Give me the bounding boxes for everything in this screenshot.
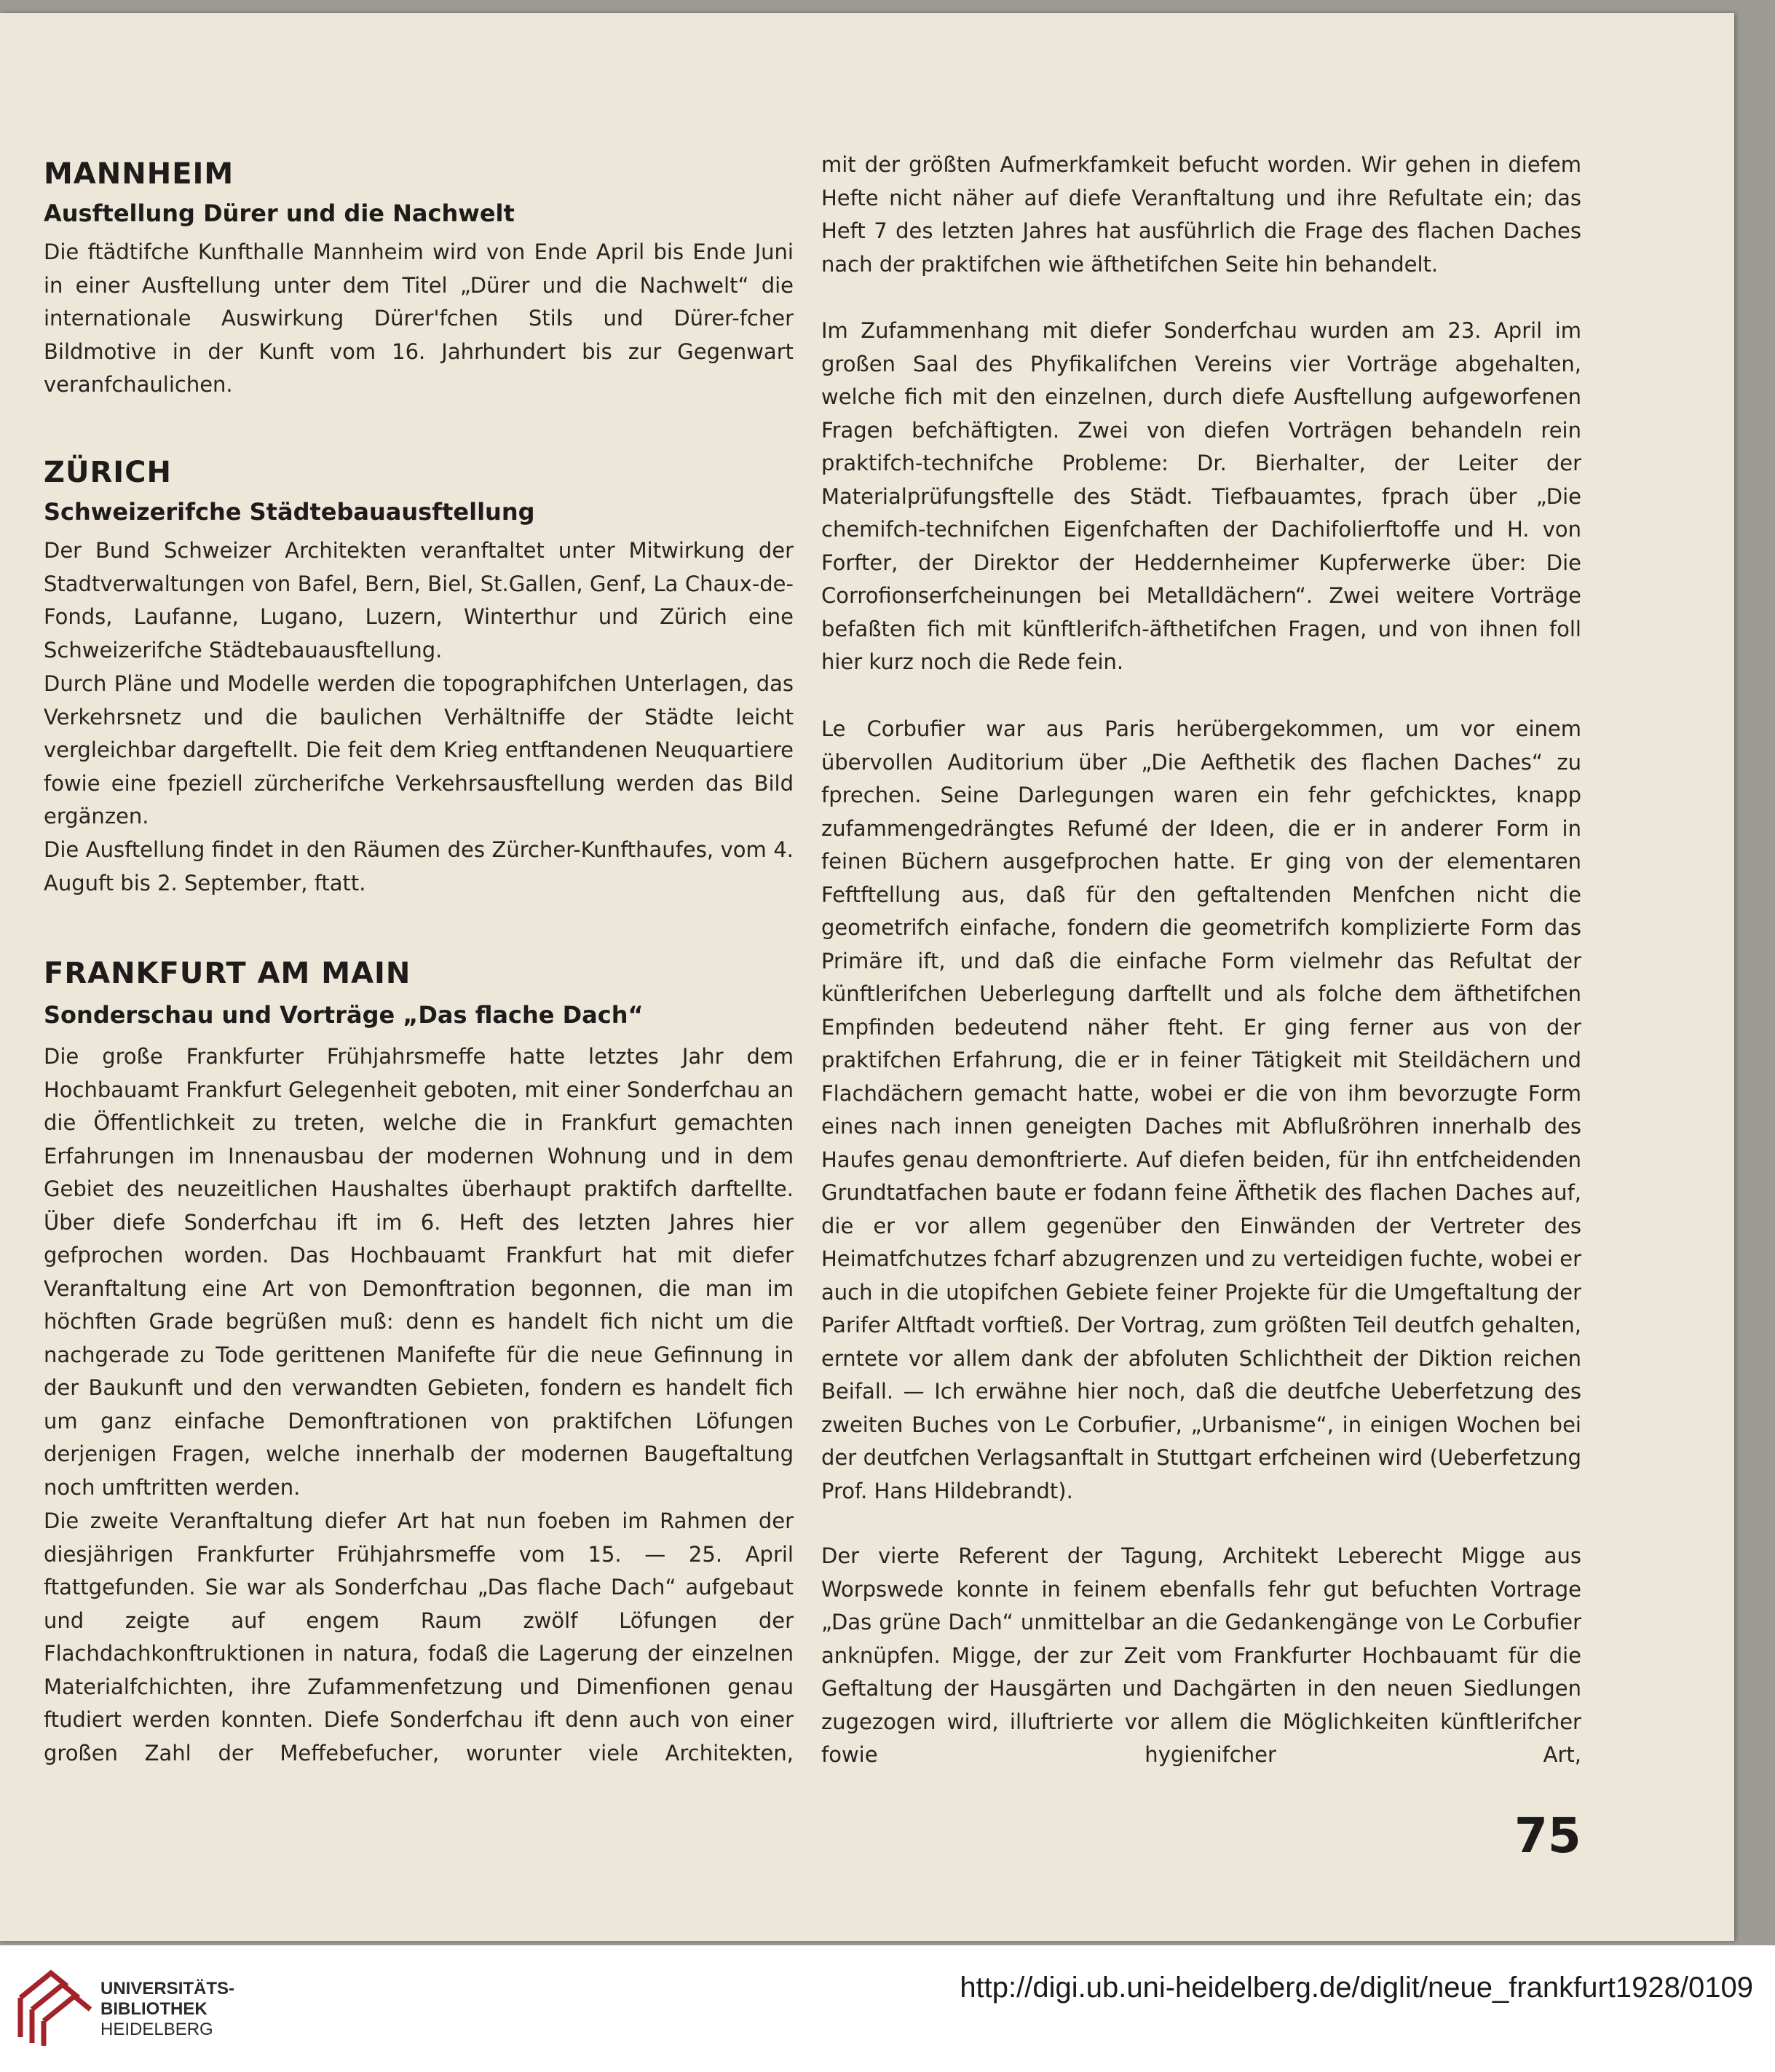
library-name-line-1: UNIVERSITÄTS- (100, 1979, 235, 1998)
section-subtitle-zurich: Schweizerifche Städtebauausftellung (44, 498, 535, 526)
footer-bar (0, 1945, 1775, 2072)
paragraph-right-1: mit der größten Aufmerkfamkeit befucht worden. Wir gehen in diefem Hefte nicht näher auf diefe Veranftaltung und ihre Refultate ein; das Heft 7 des letzten Jahres hat ausführlich die Frage des flachen Daches nach der praktifchen wie äfthetifchen Seite hin behandelt. (821, 152, 1581, 277)
library-name-line-2: BIBLIOTHEK (100, 1999, 207, 2019)
library-name (100, 1979, 234, 2040)
section-title-zurich: ZÜRICH (44, 456, 172, 489)
permalink-url[interactable]: http://digi.ub.uni-heidelberg.de/diglit/neue_frankfurt1928/0109 (960, 1972, 1753, 2004)
paragraph-zurich-1: Der Bund Schweizer Architekten veranftaltet unter Mitwirkung der Stadtverwaltungen von Bafel, Bern, Biel, St.Gallen, Genf, La Chaux-de-Fonds, Laufanne, Lugano, Luzern, Winterthur und Zürich eine Schweizerifche Städtebauausftellung. (44, 538, 794, 663)
paragraph-frankfurt-1: Die große Frankfurter Frühjahrsmeffe hatte letztes Jahr dem Hochbauamt Frankfurt Gelegenheit geboten, mit einer Sonderfchau an die Öffentlichkeit zu treten, welche die in Frankfurt gemachten Erfahrungen im Innenausbau der modernen Wohnung und in dem Gebiet des neuzeitlichen Haushaltes überhaupt praktifch darftellte. Über diefe Sonderfchau ift im 6. Heft des letzten Jahres hier gefprochen worden. Das Hochbauamt Frankfurt hat mit diefer Veranftaltung eine Art von Demonftration begonnen, die man im höchften Grade begrüßen muß: denn es handelt fich nicht um die nachgerade zu Tode gerittenen Manifefte für die neue Gefinnung in der Baukunft und den verwandten Gebieten, fondern es handelt fich um ganz einfache Demonftrationen von praktifchen Löfungen derjenigen Fragen, welche innerhalb der modernen Baugeftaltung noch umftritten werden. (44, 1044, 794, 1500)
paragraph-zurich-3: Die Ausftellung findet in den Räumen des Zürcher-Kunfthaufes, vom 4. Auguft bis 2. September, ftatt. (44, 837, 794, 895)
paragraph-zurich-2: Durch Pläne und Modelle werden die topographifchen Unterlagen, das Verkehrsnetz und die baulichen Verhältniffe der Städte leicht vergleichbar dargeftellt. Die feit dem Krieg entftandenen Neuquartiere fowie eine fpeziell zürcherifche Verkehrsausftellung werden das Bild ergänzen. (44, 671, 794, 829)
paragraph-frankfurt-2: Die zweite Veranftaltung diefer Art hat nun foeben im Rahmen der diesjährigen Frankfurter Frühjahrsmeffe vom 15. — 25. April ftattgefunden. Sie war als Sonderfchau „Das flache Dach“ aufgebaut und zeigte auf engem Raum zwölf Löfungen der Flachdachkonftruktionen in natura, fodaß die Lagerung der einzelnen Materialfchichten, ihre Zufammenfetzung und Dimenfionen genau ftudiert werden konnten. Diefe Sonderfchau ift denn auch von einer großen Zahl der Meffebefucher, worunter viele Architekten, (44, 1508, 794, 1765)
library-logo-icon[interactable] (16, 1967, 95, 2047)
paragraph-right-3: Le Corbufier war aus Paris herübergekommen, um vor einem übervollen Auditorium über „Die Aefthetik des flachen Daches“ zu fprechen. Seine Darlegungen waren ein fehr gefchicktes, knapp zufammengedrängtes Refumé der Ideen, die er in anderer Form in feinen Büchern ausgefprochen hatte. Er ging von der elementaren Feftftellung aus, daß für den geftaltenden Menfchen nicht die geometrifch einfache, fondern die geometrifch komplizierte Form das Primäre ift, und daß die einfache Form vielmehr das Refultat der künftlerifchen Ueberlegung darftellt und als folche dem äfthetifchen Empfinden bedeutend näher fteht. Er ging ferner aus von der praktifchen Erfahrung, die er in feiner Tätigkeit mit Steildächern und Flachdächern gemacht hatte, wobei er die von ihm bevorzugte Form eines nach innen geneigten Daches mit Abflußröhren innerhalb des Haufes genau demonftrierte. Auf diefen beiden, für ihn entfcheidenden Grundtatfachen baute er fodann feine Äfthetik des flachen Daches auf, die er vor allem gegenüber den Einwänden der Vertreter des Heimatfchutzes fcharf abzugrenzen und zu verteidigen fuchte, wobei er auch in die utopifchen Gebiete feiner Projekte für die Umgeftaltung der Parifer Altftadt vorftieß. Der Vortrag, zum größten Teil deutfch gehalten, erntete vor allem dank der abfoluten Schlichtheit der Diktion reichen Beifall. — Ich erwähne hier noch, daß die deutfche Ueberfetzung des zweiten Buches von Le Corbufier, „Urbanisme“, in einigen Wochen bei der deutfchen Verlagsanftalt in Stuttgart erfcheinen wird (Ueberfetzung Prof. Hans Hildebrandt). (821, 716, 1581, 1503)
section-subtitle-frankfurt: Sonderschau und Vorträge „Das flache Dach“ (44, 1001, 644, 1029)
library-name-line-3: HEIDELBERG (100, 2020, 213, 2039)
paragraph-right-4: Der vierte Referent der Tagung, Architekt Leberecht Migge aus Worpswede konnte in feinem ebenfalls fehr gut befuchten Vortrage „Das grüne Dach“ unmittelbar an die Gedankengänge von Le Corbufier anknüpfen. Migge, der zur Zeit vom Frankfurter Hochbauamt für die Geftaltung der Hausgärten und Dachgärten in den neuen Siedlungen zugezogen wird, illuftrierte vor allem die Möglichkeiten künftlerifcher fowie hygienifcher Art, (821, 1543, 1581, 1767)
scanned-page (0, 13, 1734, 1941)
paragraph-right-2: Im Zufammenhang mit diefer Sonderfchau wurden am 23. April im großen Saal des Phyfikalifchen Vereins vier Vorträge abgehalten, welche fich mit den einzelnen, durch diefe Ausftellung aufgeworfenen Fragen befchäftigten. Zwei von diefen Vorträgen behandeln rein praktifch-technifche Probleme: Dr. Bierhalter, der Leiter der Materialprüfungsftelle des Städt. Tiefbauamtes, fprach über „Die chemifch-technifchen Eigenfchaften der Dachifolierftoffe und H. von Forfter, der Direktor der Heddernheimer Kupferwerke über: Die Corrofionserfcheinungen bei Metalldächern“. Zwei weitere Vorträge befaßten fich mit künftlerifch-äfthetifchen Fragen, und von ihnen foll hier kurz noch die Rede fein. (821, 318, 1581, 674)
section-subtitle-mannheim: Ausftellung Dürer und die Nachwelt (44, 199, 515, 227)
section-title-mannheim: MANNHEIM (44, 157, 234, 191)
page-number: 75 (1514, 1808, 1581, 1864)
section-title-frankfurt: FRANKFURT AM MAIN (44, 957, 411, 990)
paragraph-mannheim-1: Die ftädtifche Kunfthalle Mannheim wird von Ende April bis Ende Juni in einer Ausftellung unter dem Titel „Dürer und die Nachwelt“ die internationale Auswirkung Dürer'fchen Stils und Dürer-fcher Bildmotive in der Kunft vom 16. Jahrhundert bis zur Gegenwart veranfchaulichen. (44, 240, 794, 397)
